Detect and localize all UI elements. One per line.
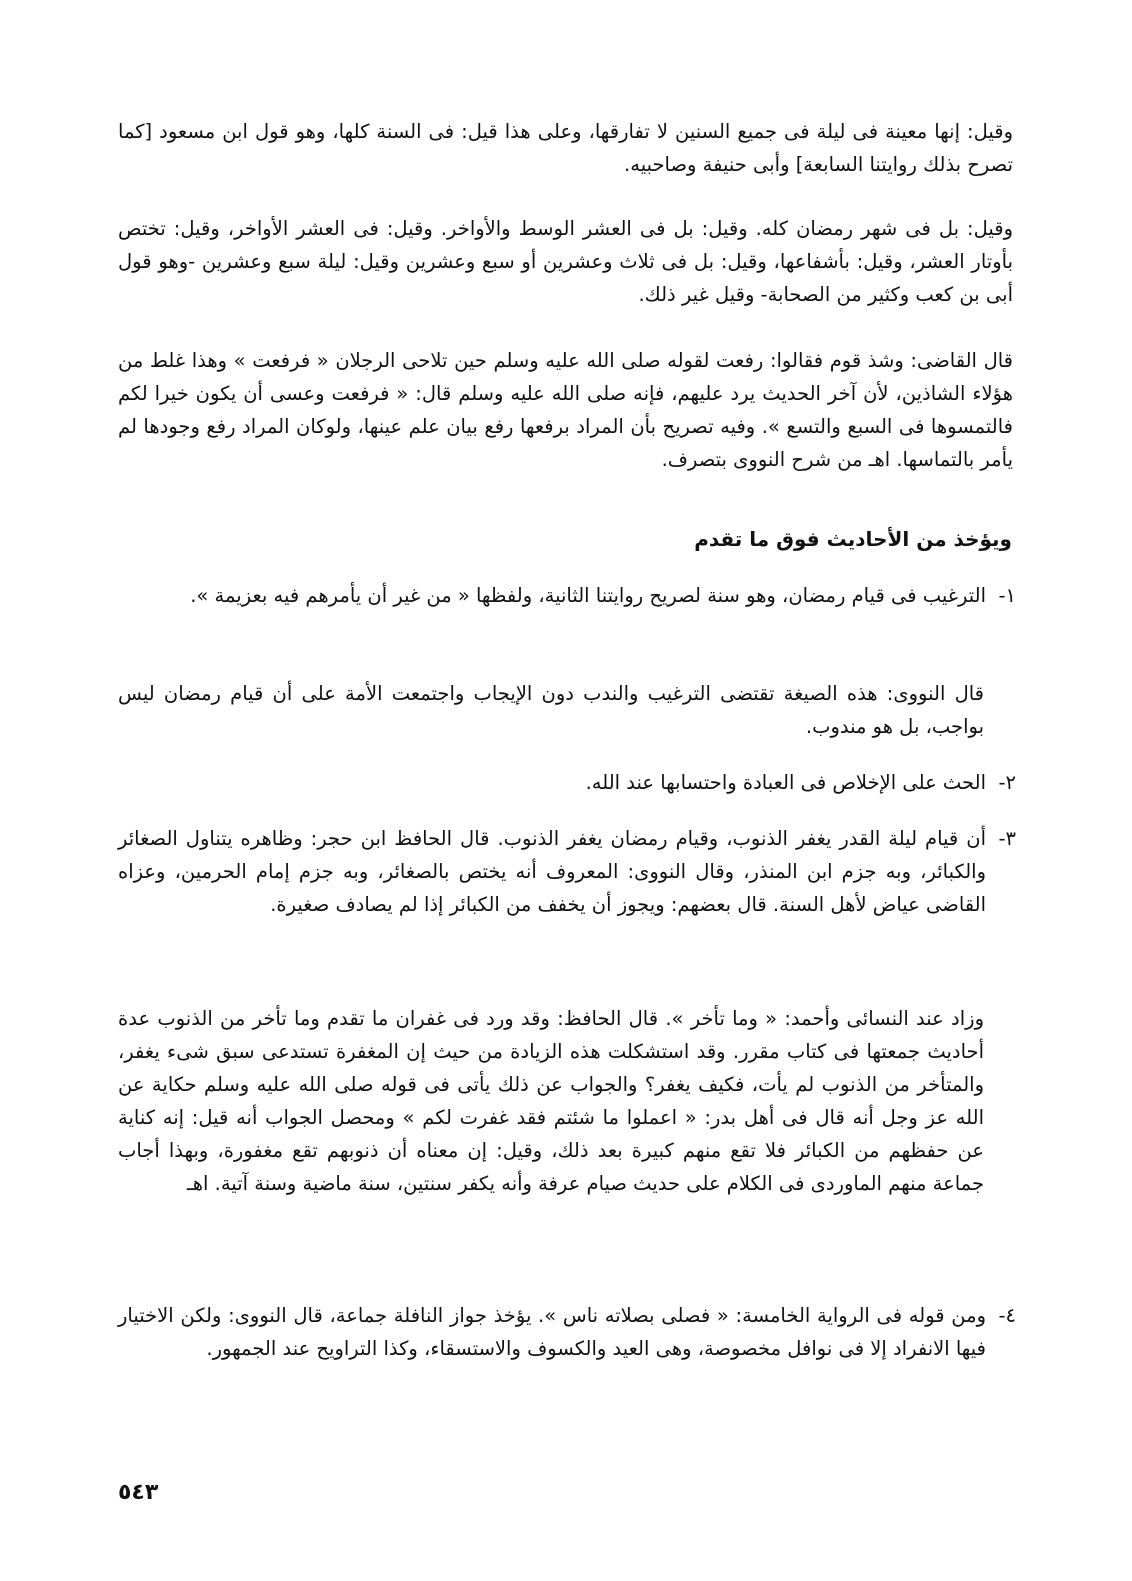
- item-3-note: وزاد عند النسائى وأحمد: « وما تأخر ». قال الحافظ: وقد ورد فى غفران ما تقدم وما تأخر من الذنوب عدة أحاديث جمعتها فى كتاب مقرر. وقد استشكلت هذه الزيادة من حيث إن المغفرة تستدعى سبق شىء يغفر، والمتأخر من الذنوب لم يأت، فكيف يغفر؟ والجواب عن ذلك يأتى فى قوله صلى الله عليه وسلم حكاية عن الله عز وجل أنه قال فى أهل بدر: « اعملوا ما شئتم فقد غفرت لكم » ومحصل الجواب أنه قيل: إنه كناية عن حفظهم من الكبائر فلا تقع منهم كبيرة بعد ذلك، وقيل: إن معناه أن ذنوبهم تقع مغفورة، وبهذا أجاب جماعة منهم الماوردى فى الكلام على حديث صيام عرفة وأنه يكفر سنتين، سنة ماضية وسنة آتية. اهـ: [118, 1007, 984, 1195]
- paragraph-1: وقيل: إنها معينة فى ليلة فى جميع السنين لا تفارقها، وعلى هذا قيل: فى السنة كلها، وهو قول ابن مسعود [كما تصرح بذلك روايتنا السابعة] وأبى حنيفة وصاحبيه.: [118, 120, 1013, 176]
- list-item-text: الحث على الإخلاص فى العبادة واحتسابها عند الله.: [585, 771, 986, 794]
- section-heading: ويؤخذ من الأحاديث فوق ما تقدم: [694, 527, 1012, 551]
- list-item-number: ٤-: [998, 1304, 1016, 1327]
- list-item-2: [118, 766, 1016, 799]
- item-1-note: قال النووى: هذه الصيغة تقتضى الترغيب والندب دون الإيجاب واجتمعت الأمة على أن قيام رمضان ليس بواجب، بل هو مندوب.: [118, 682, 984, 738]
- list-item-text: ومن قوله فى الرواية الخامسة: « فصلى بصلاته ناس ». يؤخذ جواز النافلة جماعة، قال النووى: ولكن الاختيار فيها الانفراد إلا فى نوافل مخصوصة، وهى العيد والكسوف والاستسقاء، وكذا التراويح عند الجمهور.: [118, 1304, 986, 1360]
- list-item-text: أن قيام ليلة القدر يغفر الذنوب، وقيام رمضان يغفر الذنوب. قال الحافظ ابن حجر: وظاهره يتناول الصغائر والكبائر، وبه جزم ابن المنذر، وقال النووى: المعروف أنه يختص بالصغائر، وبه جزم إمام الحرمين، وعزاه القاضى عياض لأهل السنة. قال بعضهم: ويجوز أن يخفف من الكبائر إذا لم يصادف صغيرة.: [118, 827, 986, 916]
- list-item-3: [118, 822, 1016, 921]
- page-number: ٥٤٣: [118, 1480, 159, 1505]
- list-item-text: الترغيب فى قيام رمضان، وهو سنة لصريح روايتنا الثانية، ولفظها « من غير أن يأمرهم فيه بعزيمة ».: [190, 584, 986, 607]
- list-item-number: ٢-: [998, 771, 1016, 794]
- list-item-number: ٣-: [998, 827, 1016, 850]
- paragraph-2: وقيل: بل فى شهر رمضان كله. وقيل: بل فى العشر الوسط والأواخر. وقيل: فى العشر الأواخر، وقيل: تختص بأوتار العشر، وقيل: بأشفاعها، وقيل: بل فى ثلاث وعشرين أو سبع وعشرين وقيل: ليلة سبع وعشرين -وهو قول أبى بن كعب وكثير من الصحابة- وقيل غير ذلك.: [118, 217, 1013, 306]
- list-item-number: ١-: [998, 584, 1016, 607]
- paragraph-3: قال القاضى: وشذ قوم فقالوا: رفعت لقوله صلى الله عليه وسلم حين تلاحى الرجلان « فرفعت » وهذا غلط من هؤلاء الشاذين، لأن آخر الحديث يرد عليهم، فإنه صلى الله عليه وسلم قال: « فرفعت وعسى أن يكون خيرا لكم فالتمسوها فى السبع والتسع ». وفيه تصريح بأن المراد برفعها رفع بيان علم عينها، ولوكان المراد رفع وجودها لم يأمر بالتماسها. اهـ من شرح النووى بتصرف.: [118, 349, 1013, 471]
- list-item-1: [118, 579, 1016, 612]
- list-item-4: [118, 1299, 1016, 1365]
